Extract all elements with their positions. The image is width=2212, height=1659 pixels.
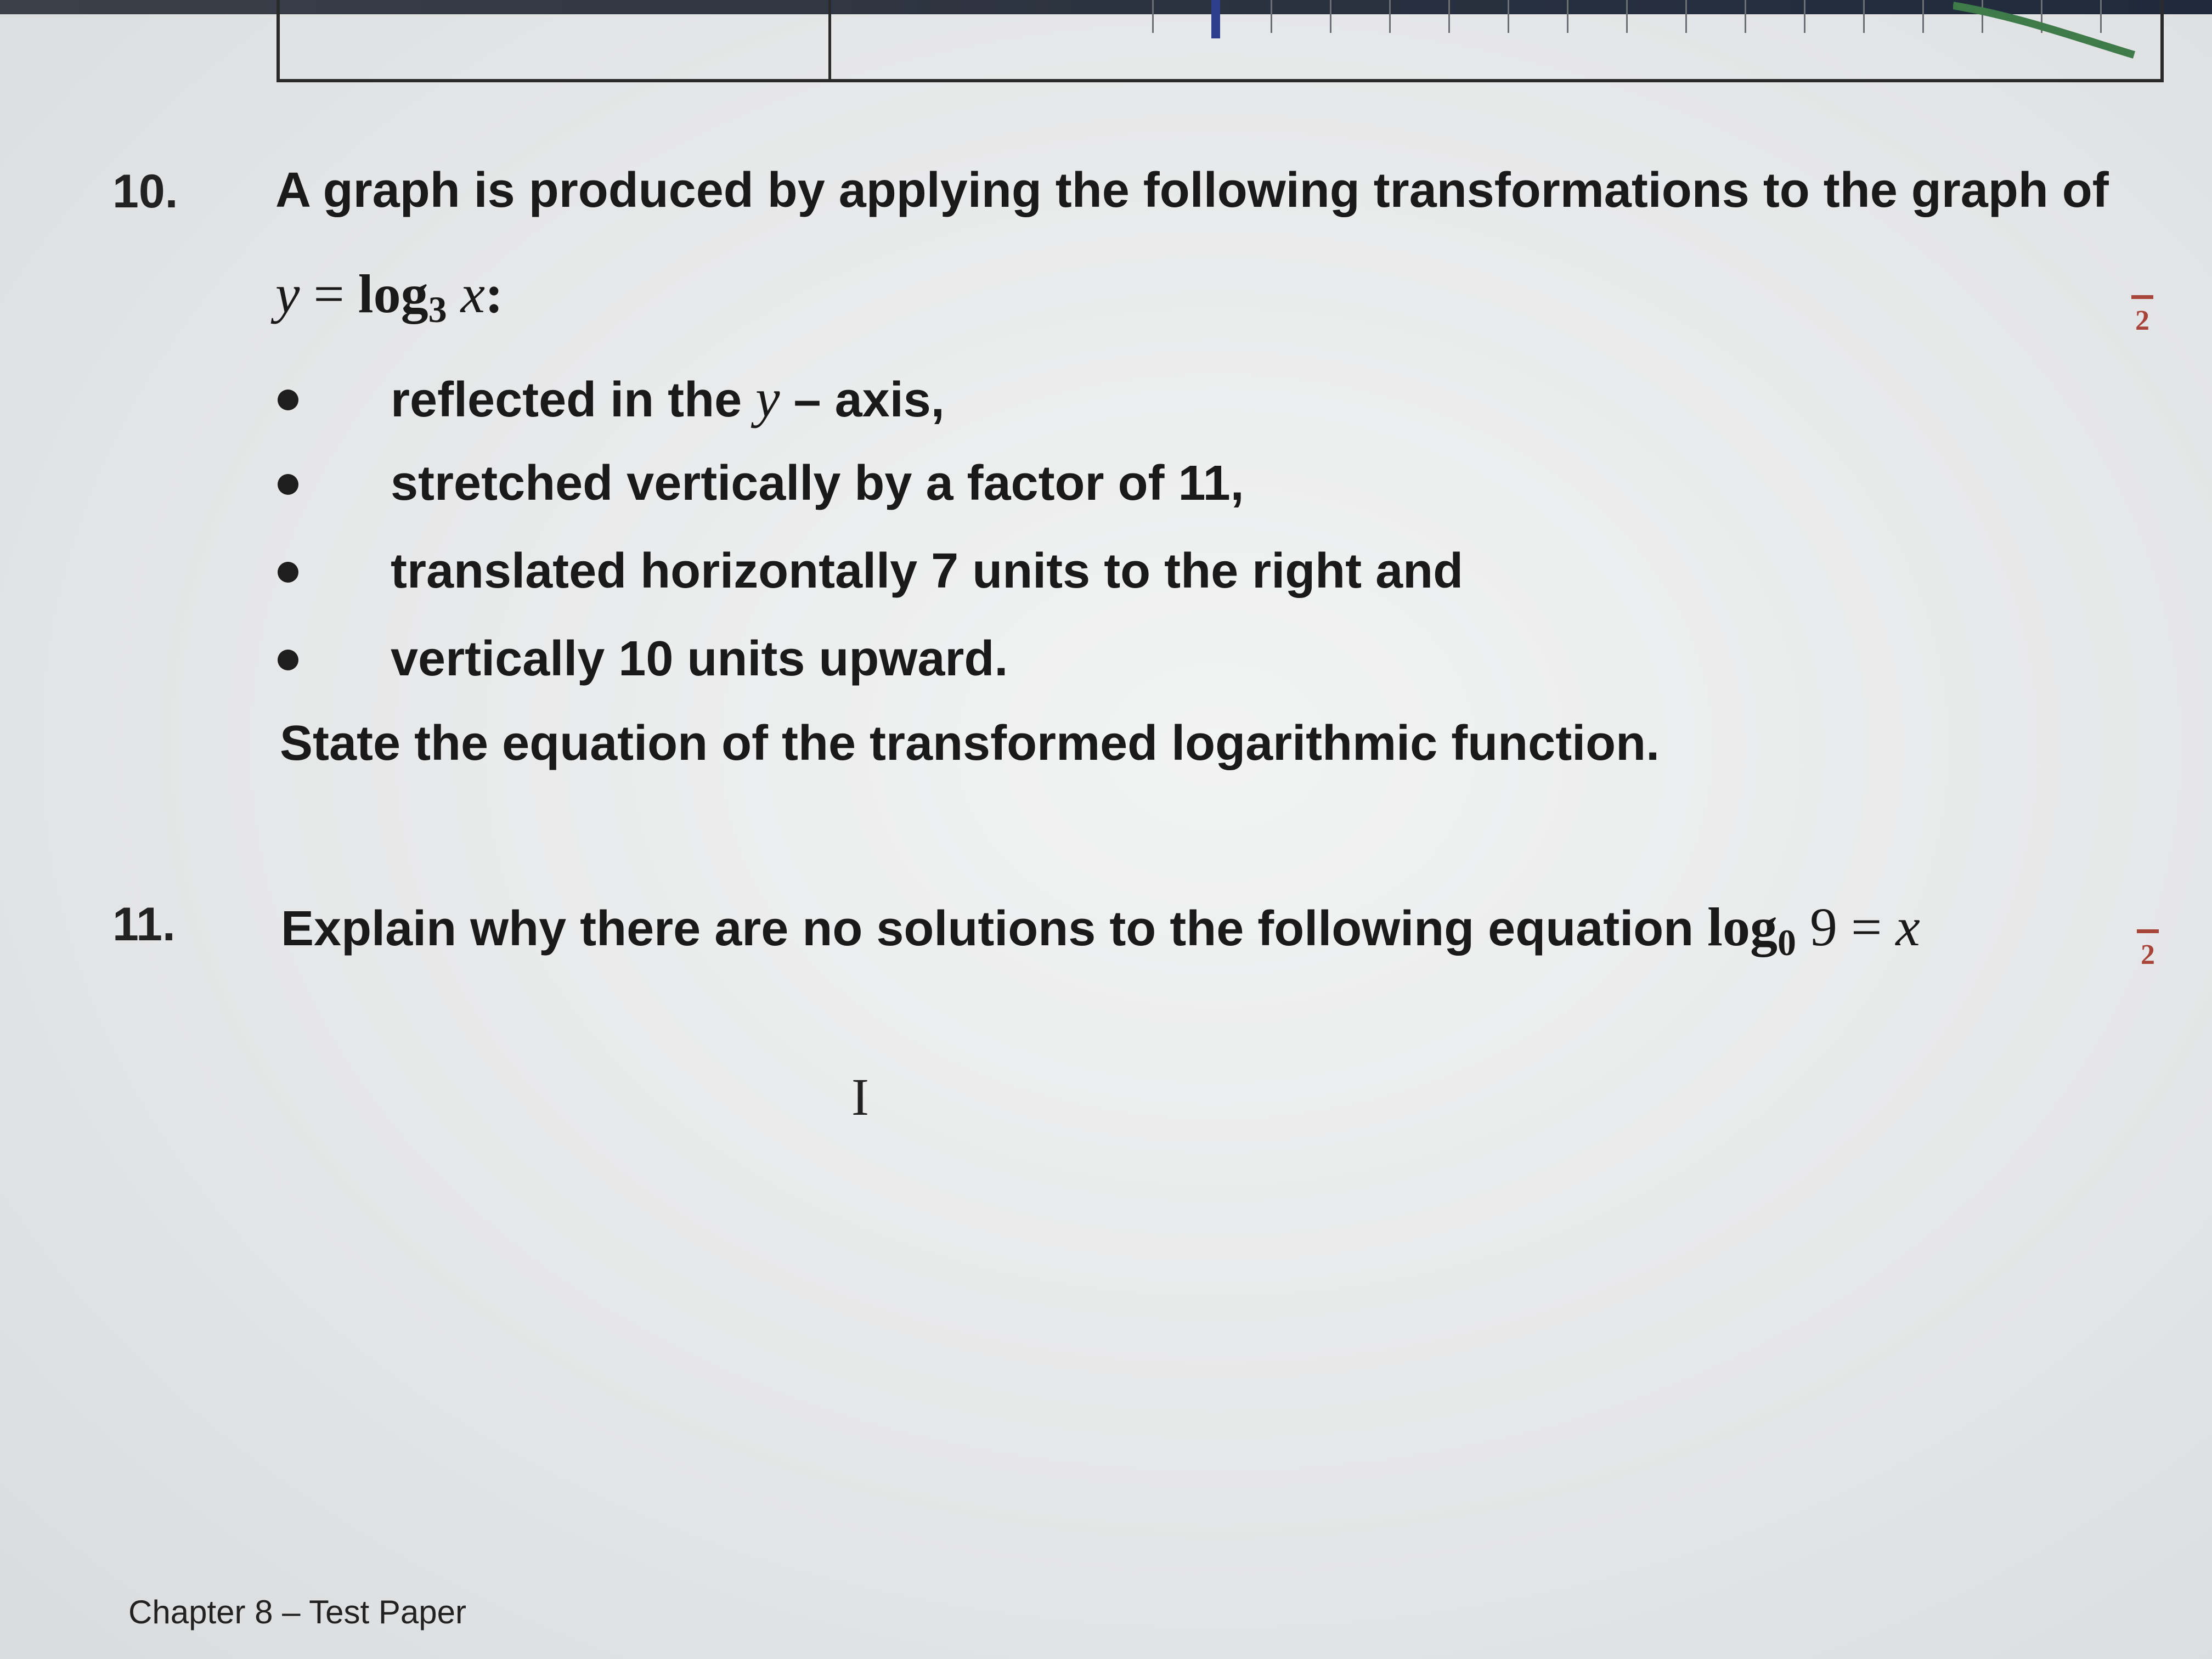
math-var-x: x [460, 263, 485, 324]
math-var-x: x [1895, 896, 1920, 957]
bullet-point [278, 562, 298, 583]
math-var-y: y [755, 368, 780, 428]
axis-tick [1804, 0, 1805, 33]
question-10-base-function [275, 262, 503, 331]
math-log: log [358, 263, 428, 324]
page-footer: Chapter 8 – Test Paper [128, 1594, 466, 1630]
text-cursor-icon: I [851, 1068, 869, 1126]
axis-tick [1922, 0, 1924, 33]
axis-tick [1745, 0, 1746, 33]
transformation-item: translated horizontally 7 units to the right and [391, 544, 1464, 599]
bullet-point [278, 474, 298, 495]
axis-tick [1567, 0, 1568, 33]
marks-fraction-bar [2131, 295, 2153, 299]
axis-tick [1389, 0, 1391, 33]
bullet-point [278, 650, 298, 670]
math-log-base: 3 [428, 289, 447, 330]
previous-graph-curve [1953, 0, 2151, 60]
axis-tick [1508, 0, 1509, 33]
transformation-item [391, 366, 945, 430]
axis-tick [1271, 0, 1272, 33]
transformation-text-end: – axis, [780, 373, 945, 427]
question-10-marks [2123, 295, 2162, 337]
transformation-item: vertically 10 units upward. [391, 631, 1008, 686]
question-11-text [281, 895, 1920, 964]
previous-answer-box [276, 0, 2164, 82]
axis-tick [1330, 0, 1331, 33]
question-number: 10. [112, 165, 178, 218]
question-10-intro: A graph is produced by applying the following transformations to the graph of [275, 163, 2109, 218]
math-colon: : [484, 263, 504, 324]
math-log: log [1707, 896, 1778, 957]
marks-value: 2 [2135, 305, 2149, 336]
axis-tick [1152, 0, 1154, 33]
axis-tick [1626, 0, 1628, 33]
axis-tick [1448, 0, 1450, 33]
axis-tick [1211, 0, 1220, 38]
question-11-prompt: Explain why there are no solutions to the following equation [281, 901, 1708, 956]
previous-answer-divider [828, 0, 831, 79]
bullet-point [278, 390, 298, 410]
question-10-prompt: State the equation of the transformed logarithmic function. [280, 716, 1660, 771]
math-log-base: 0 [1777, 922, 1796, 963]
marks-fraction-bar [2137, 929, 2159, 933]
question-number: 11. [112, 898, 176, 951]
math-var-y: y [275, 263, 300, 324]
math-equation-rest: 9 = [1796, 896, 1896, 957]
transformation-text: reflected in the [391, 373, 756, 427]
marks-value: 2 [2141, 939, 2155, 970]
question-11-marks [2129, 929, 2167, 971]
axis-tick [1863, 0, 1865, 33]
axis-tick [1685, 0, 1687, 33]
transformation-item: stretched vertically by a factor of 11, [391, 456, 1244, 511]
math-equals: = [300, 263, 358, 324]
